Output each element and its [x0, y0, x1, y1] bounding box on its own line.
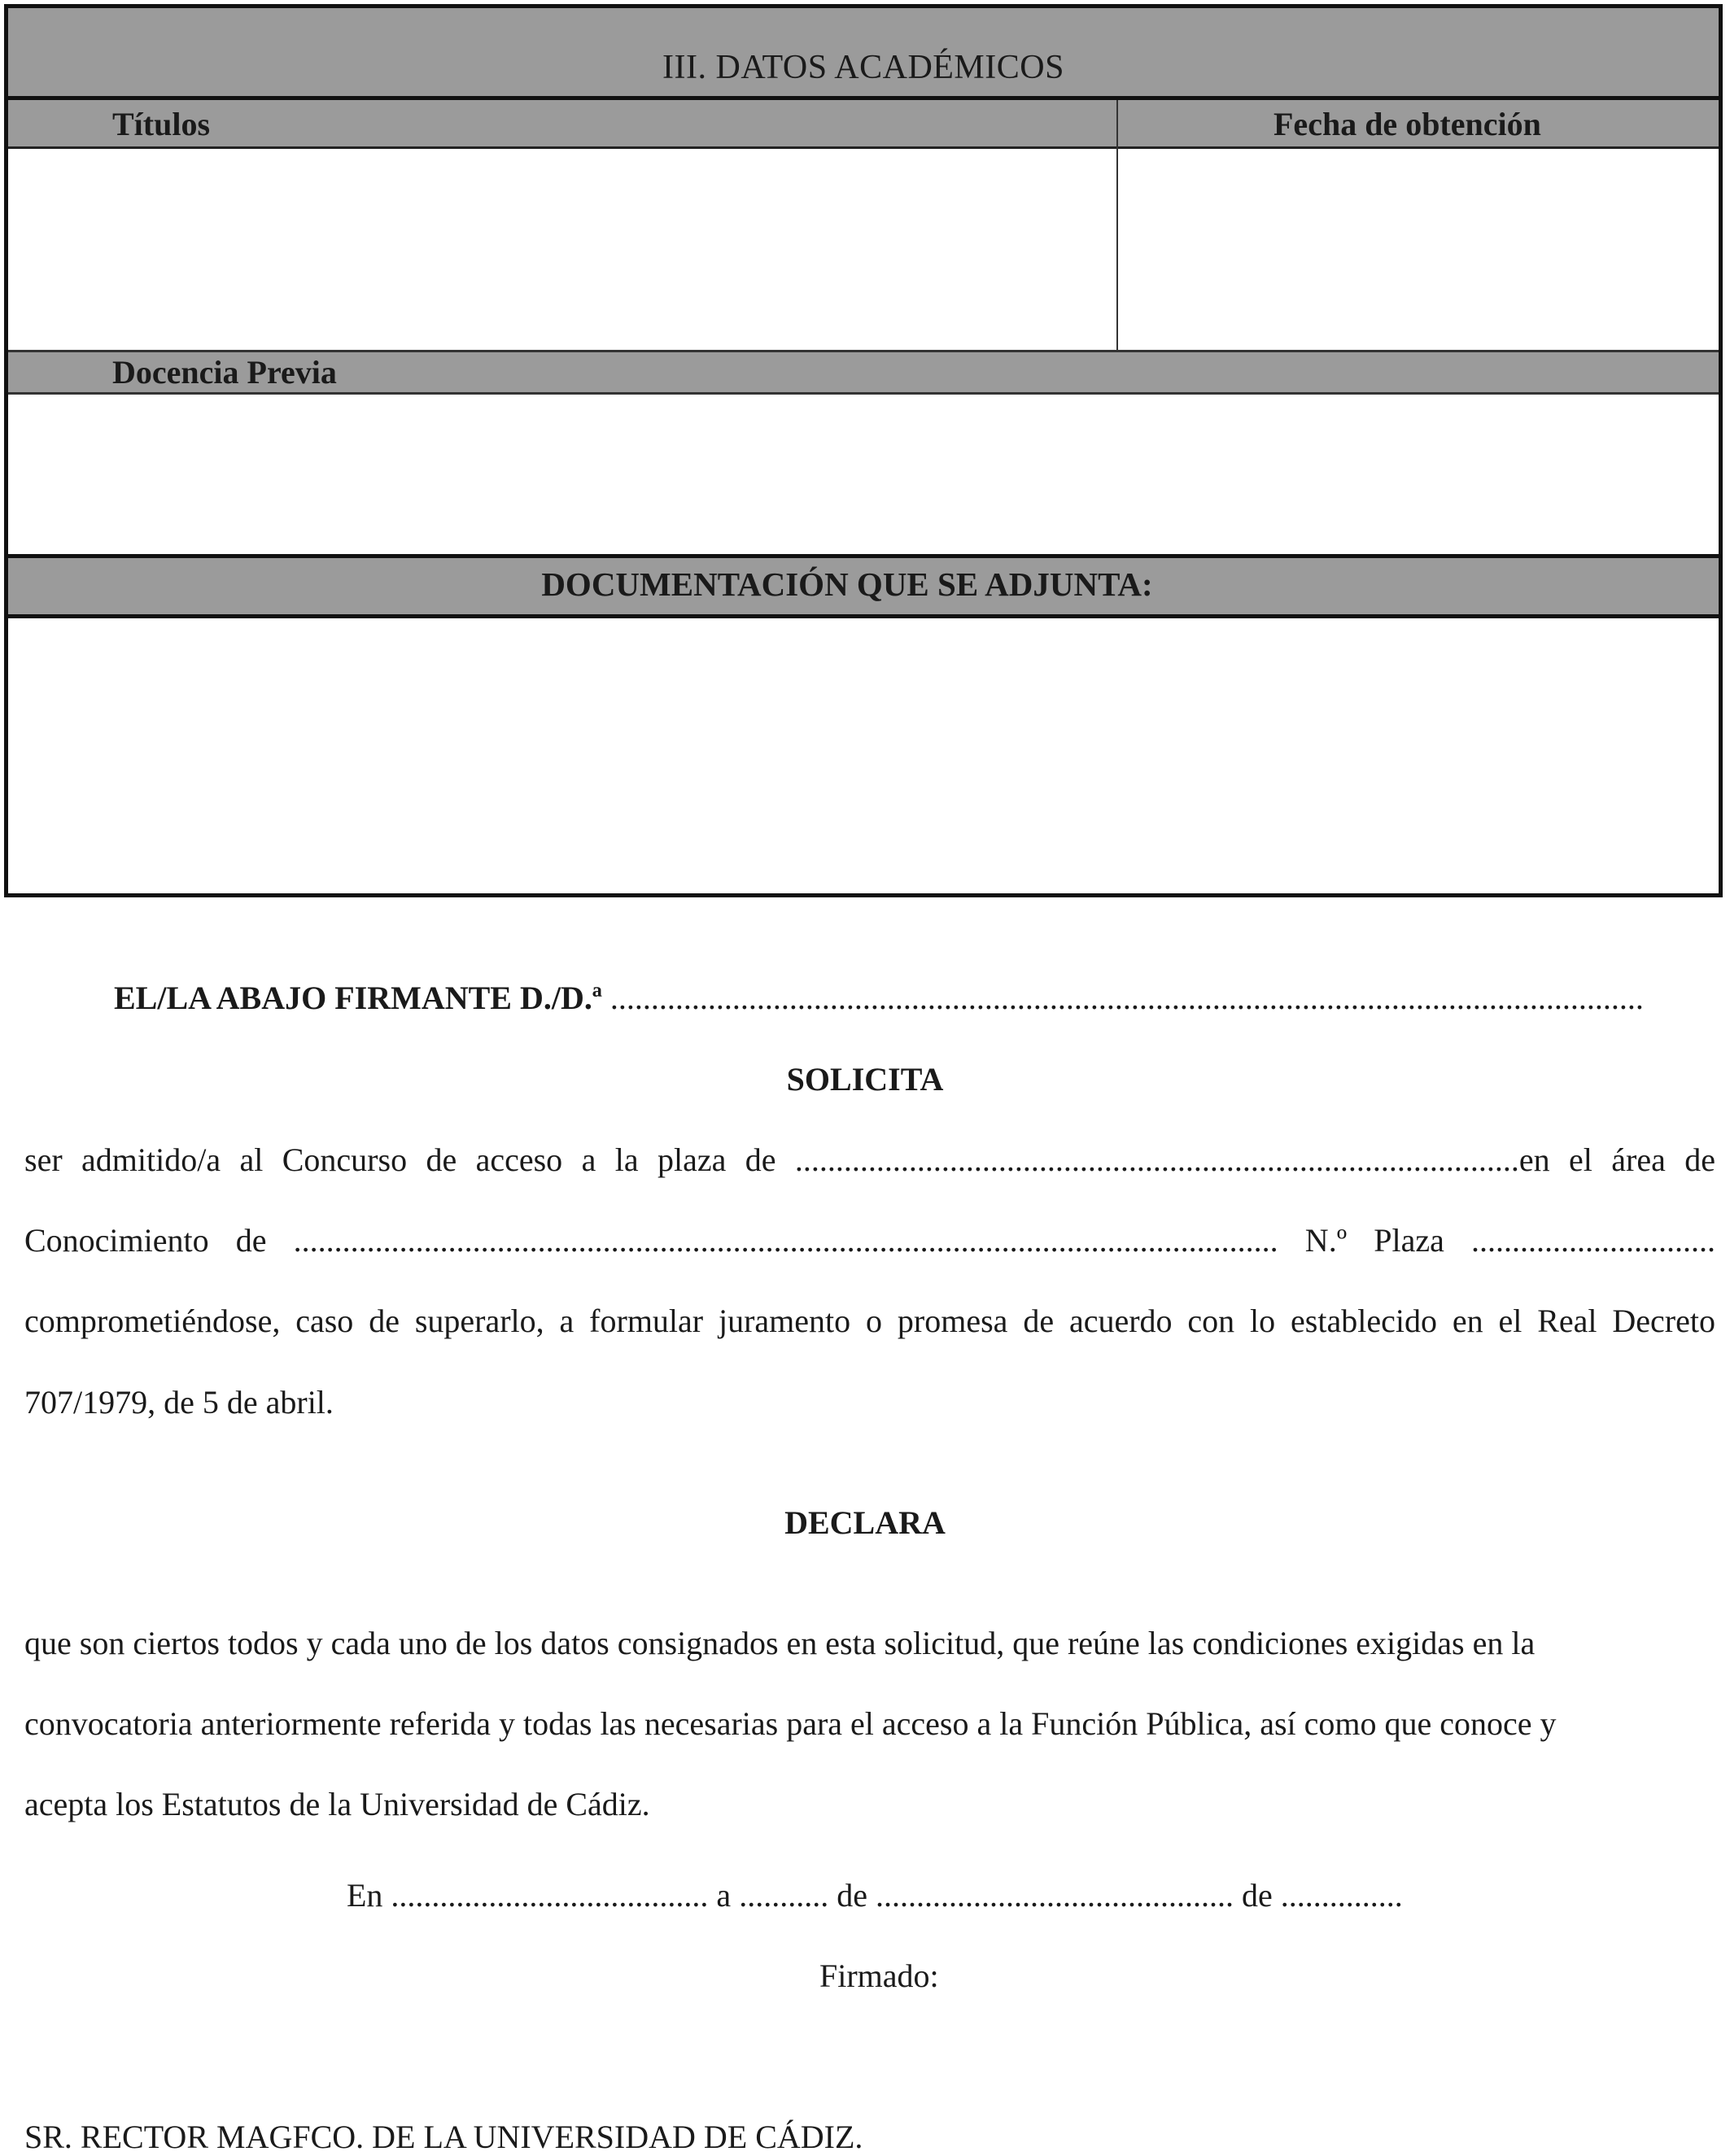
solicita-text-line-1: ser admitido/a al Concurso de acceso a la plaza de .........................................................................................en el área de: [24, 1141, 1715, 1178]
declara-text-line-3: acepta los Estatutos de la Universidad de Cádiz.: [24, 1786, 650, 1822]
solicita-text-line-2: Conocimiento de ......................................................................................................................... N.º Plaza ..............................: [24, 1222, 1715, 1259]
declara-text-line-1: que son ciertos todos y cada uno de los datos consignados en esta solicitud, que reúne las condiciones exigidas en la: [24, 1625, 1536, 1661]
place-date-line[interactable]: En ....................................... a ........... de ............................................ de ...............: [347, 1877, 1403, 1914]
solicita-text-line-4: 707/1979, de 5 de abril.: [24, 1384, 334, 1421]
declara-heading: DECLARA: [784, 1504, 946, 1541]
signer-label: EL/LA ABAJO FIRMANTE D./D.ª: [114, 980, 602, 1016]
docencia-previa-input-area[interactable]: [8, 395, 1719, 556]
solicita-heading: SOLICITA: [786, 1061, 944, 1098]
section-title: III. DATOS ACADÉMICOS: [8, 8, 1719, 100]
solicita-text-line-3: comprometiéndose, caso de superarlo, a formular juramento o promesa de acuerdo con lo establecido en el Real Decreto: [24, 1303, 1715, 1339]
signer-name-field[interactable]: ...............................................................................................................................: [609, 980, 1644, 1016]
signer-line: [114, 979, 1644, 1017]
declara-text-line-2: convocatoria anteriormente referida y todas las necesarias para el acceso a la Función Pública, así como que conoce y: [24, 1705, 1557, 1742]
academic-data-form: [4, 4, 1723, 897]
addressee: SR. RECTOR MAGFCO. DE LA UNIVERSIDAD DE CÁDIZ.: [24, 2119, 863, 2155]
titulos-input-area[interactable]: [8, 149, 1719, 351]
documentacion-header: DOCUMENTACIÓN QUE SE ADJUNTA:: [8, 554, 1719, 618]
documentacion-input-area[interactable]: [8, 618, 1719, 893]
titulos-column-header: Títulos: [112, 106, 211, 142]
firmado-label: Firmado:: [819, 1957, 939, 1994]
fecha-column-header: Fecha de obtención: [1273, 106, 1541, 142]
column-header-row: [8, 100, 1719, 149]
column-divider: [1116, 100, 1118, 351]
docencia-previa-header: Docencia Previa: [8, 350, 1719, 395]
